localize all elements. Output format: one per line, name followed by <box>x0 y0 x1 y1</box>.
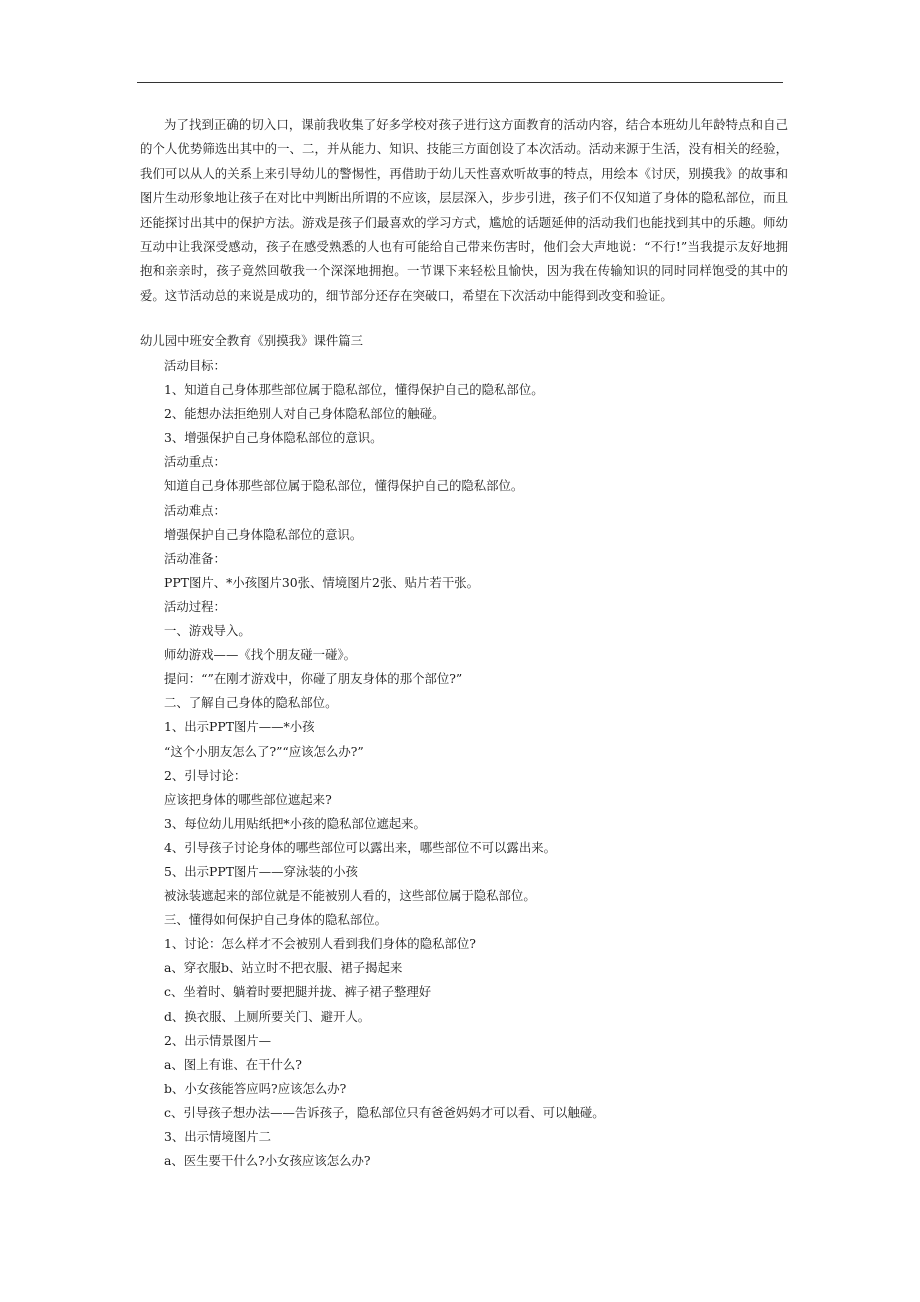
text-line: 三、懂得如何保护自己身体的隐私部位。 <box>164 912 388 928</box>
text-line: 活动目标： <box>164 358 226 373</box>
text-line: 师幼游戏——《找个朋友碰一碰》。 <box>164 647 357 663</box>
text-line: b、小女孩能答应吗?应该怎么办? <box>164 1080 347 1096</box>
text-line: 提问：“”在刚才游戏中，你碰了朋友身体的那个部位?” <box>164 671 463 687</box>
text-line: 活动过程： <box>164 598 226 614</box>
text-line: 活动准备： <box>164 550 226 566</box>
text-line: 4、引导孩子讨论身体的哪些部位可以露出来，哪些部位不可以露出来。 <box>164 839 556 855</box>
text-line: 5、出示PPT图片——穿泳装的小孩 <box>164 863 358 879</box>
text-line: 1、知道自己身体那些部位属于隐私部位，懂得保护自己的隐私部位。 <box>164 382 544 398</box>
text-line: 被泳装遮起来的部位就是不能被别人看的，这些部位属于隐私部位。 <box>164 888 536 904</box>
intro-paragraph: 为了找到正确的切入口，课前我收集了好多学校对孩子进行这方面教育的活动内容，结合本班幼儿年龄特点和自己的个人优势筛选出其中的一、二，并从能力、知识、技能三方面创设了本次活动。活动来源于生活，没有相关的经验，我们可以从人的关系上来引导幼儿的警惕性，再借助于幼儿天性喜欢听故事的特点，用绘本《讨厌，别摸我》的故事和图片生动形象地让孩子在对比中判断出所谓的不应该，层层深入，步步引进，孩子们不仅知道了身体的隐私部位，而且还能探讨出其中的保护方法。游戏是孩子们最喜欢的学习方式，尴尬的话题延伸的活动我们也能找到其中的乐趣。师幼互动中让我深受感动，孩子在感受熟悉的人也有可能给自己带来伤害时，他们会大声地说：“不行!”当我提示友好地拥抱和亲亲时，孩子竟然回敬我一个深深地拥抱。一节课下来轻松且愉快，因为我在传输知识的同时同样饱受的其中的爱。这节活动总的来说是成功的，细节部分还存在突破口，希望在下次活动中能得到改变和验证。 <box>140 117 788 303</box>
text-line: 3、增强保护自己身体隐私部位的意识。 <box>164 430 383 446</box>
text-line: “这个小朋友怎么了?”“应该怎么办?” <box>164 743 364 759</box>
text-line: 3、每位幼儿用贴纸把*小孩的隐私部位遮起来。 <box>164 815 426 831</box>
text-line: 应该把身体的哪些部位遮起来? <box>164 791 332 807</box>
header-rule <box>137 82 783 83</box>
section-title: 幼儿园中班安全教育《别摸我》课件篇三 <box>140 333 364 348</box>
text-line: 活动重点： <box>164 454 226 470</box>
text-line: 1、讨论：怎么样才不会被别人看到我们身体的隐私部位? <box>164 936 476 952</box>
text-line: 知道自己身体那些部位属于隐私部位，懂得保护自己的隐私部位。 <box>164 478 524 494</box>
text-line: 增强保护自己身体隐私部位的意识。 <box>164 526 363 542</box>
text-line: c、引导孩子想办法——告诉孩子，隐私部位只有爸爸妈妈才可以看、可以触碰。 <box>164 1104 605 1120</box>
lesson-plan-lines <box>164 354 804 1173</box>
text-line: c、坐着时、躺着时要把腿并拢、裤子裙子整理好 <box>164 984 432 1000</box>
text-line: 2、能想办法拒绝别人对自己身体隐私部位的触碰。 <box>164 406 445 422</box>
text-line: 2、引导讨论： <box>164 767 247 783</box>
text-line: a、图上有谁、在干什么? <box>164 1056 302 1072</box>
text-line: 一、游戏导入。 <box>164 623 251 639</box>
text-line: a、穿衣服b、站立时不把衣服、裙子揭起来 <box>164 960 403 976</box>
text-line: d、换衣服、上厕所要关门、避开人。 <box>164 1008 371 1024</box>
text-line: 1、出示PPT图片——*小孩 <box>164 719 315 735</box>
text-line: 二、了解自己身体的隐私部位。 <box>164 695 338 711</box>
text-line: 3、出示情境图片二 <box>164 1129 272 1144</box>
text-line: 2、出示情景图片— <box>164 1032 272 1048</box>
text-line: PPT图片、*小孩图片30张、情境图片2张、贴片若干张。 <box>164 574 479 590</box>
text-line: 活动难点： <box>164 502 226 518</box>
intro-section <box>140 113 788 308</box>
text-line: a、医生要干什么?小女孩应该怎么办? <box>164 1153 371 1169</box>
